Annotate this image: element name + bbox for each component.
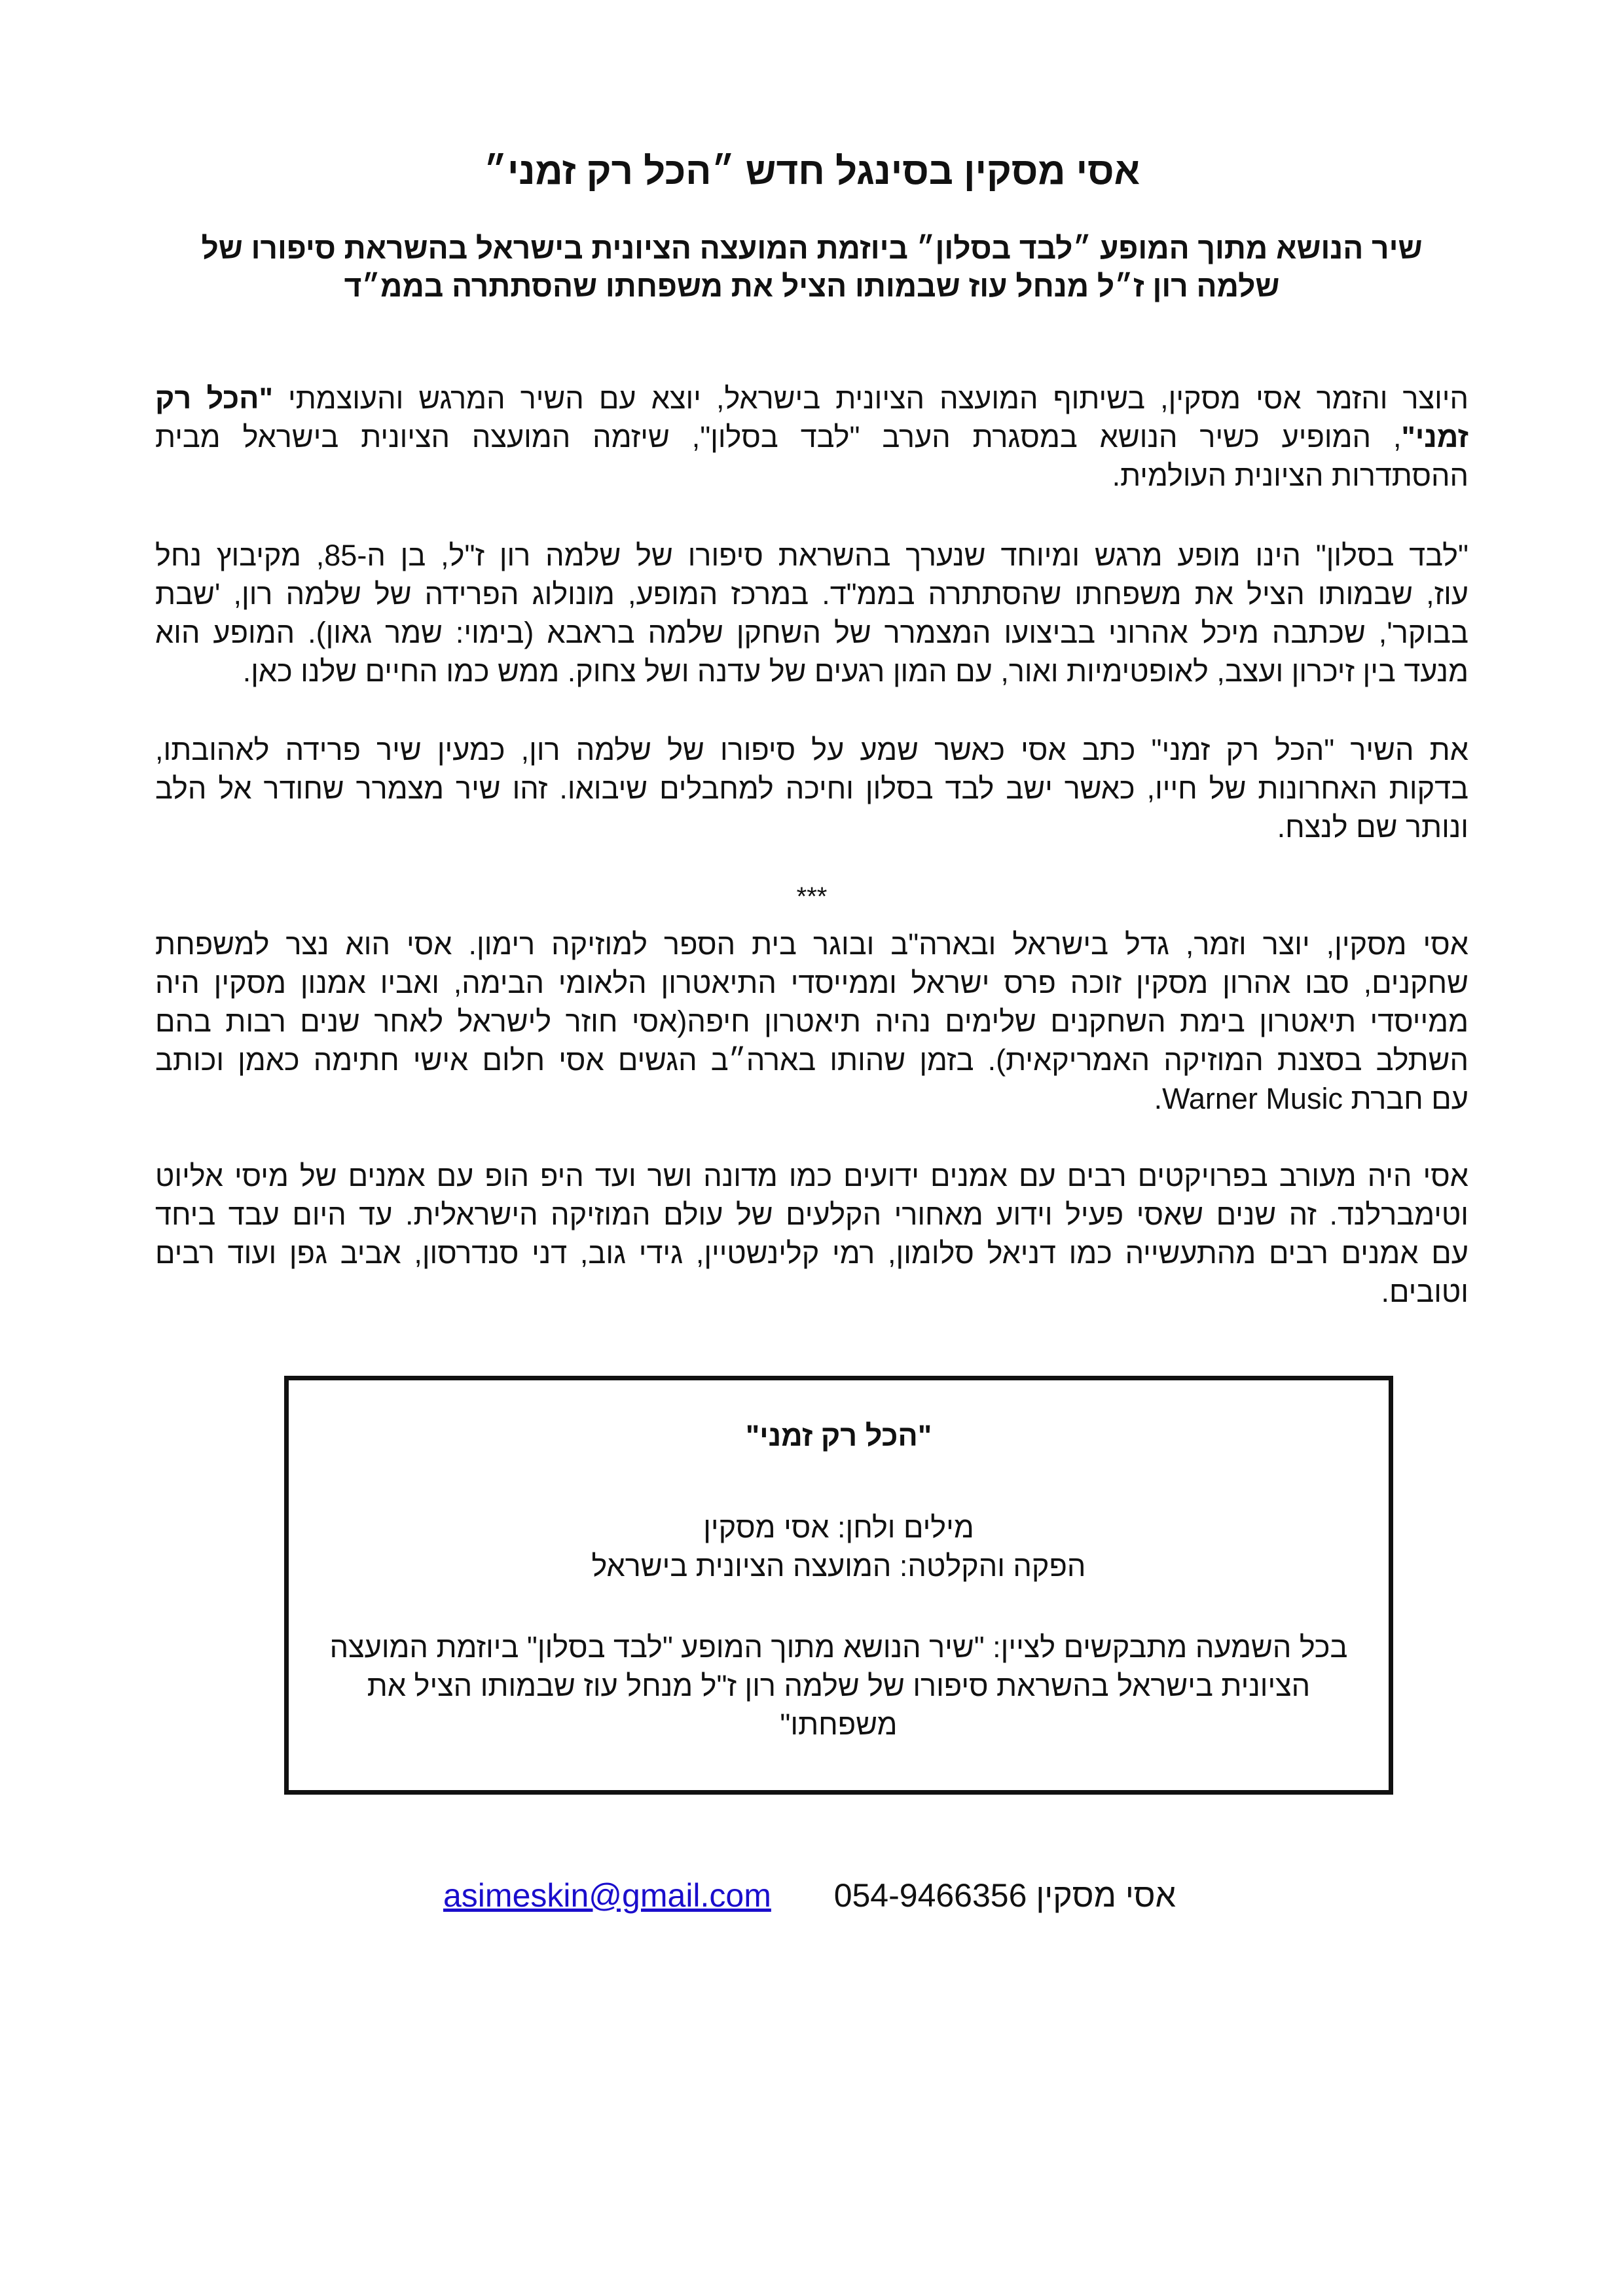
broadcast-note: [289, 1628, 1389, 1744]
subtitle-line: שלמה רון ז״ל מנחל עוז שבמותו הציל את משפחתו שהסתתרה בממ״ד: [344, 269, 1280, 303]
text-line: את השיר "הכל רק זמני" כתב אסי כאשר שמע על סיפורו של שלמה רון, כמעין שיר פרידה לאהובתו,: [155, 733, 1468, 766]
note-line: משפחתו": [780, 1708, 898, 1741]
text-line: עוז, שבמותו הציל את משפחתו שהסתתרה בממ"ד. במרכז המופע, מונולוג הפרידה של שלמה רון, 'שבת: [155, 577, 1468, 611]
text-line: אסי מסקין, יוצר וזמר, גדל בישראל ובארה"ב ובוגר בית הספר למוזיקה רימון. אסי הוא נצר למשפחת: [155, 927, 1468, 961]
text-line: עם אמנים רבים מהתעשייה כמו דניאל סלומון, רמי קלינשטיין, גידי גוב, דני סנדרסון, אביב גפן ועוד רבים: [155, 1236, 1468, 1270]
email-link[interactable]: asimeskin@gmail.com: [443, 1877, 771, 1914]
song-name-bold: "הכל רק: [155, 382, 273, 415]
text-line: בדקות האחרונות של חייו, כאשר ישב לבד בסלון וחיכה למחבלים שיבואו. זהו שיר מצמרר שחודר אל הלב: [155, 772, 1468, 805]
contact-footer: [155, 1873, 1468, 1918]
page-title: אסי מסקין בסינגל חדש ״הכל רק זמני״: [483, 150, 1140, 192]
text-line: "לבד בסלון" הינו מופע מרגש ומיוחד שנערך בהשראת סיפורו של שלמה רון ז"ל, בן ה-85, מקיבוץ נחל: [155, 539, 1468, 572]
song-name-bold: זמני": [1401, 420, 1468, 454]
bio-paragraph: [155, 925, 1468, 1118]
contact-name-phone: אסי מסקין 054-9466356: [833, 1877, 1176, 1914]
text-line: [155, 418, 1468, 456]
credits-list: [289, 1508, 1389, 1585]
text-line: בבוקר', שכתבה מיכל אהרוני בביצועו המצמרר של השחקן שלמה בראבא (בימוי: שמר גאון). המופע הוא: [155, 616, 1468, 649]
text-line: וטובים.: [1381, 1275, 1468, 1308]
credit-line: הפקה והקלטה: המועצה הציונית בישראל: [591, 1549, 1086, 1583]
text-line: ההסתדרות הציונית העולמית.: [1112, 459, 1468, 492]
intro-paragraph: [155, 379, 1468, 495]
subtitle-line: שיר הנושא מתוך המופע ״לבד בסלון״ ביוזמת המועצה הציונית בישראל בהשראת סיפורו של: [201, 231, 1423, 265]
text-line: שחקנים, סבו אהרון מסקין זוכה פרס ישראל וממייסדי התיאטרון הלאומי הבימה, ואביו אמנון מסקין היה: [155, 966, 1468, 999]
note-line: בכל השמעה מתבקשים לציין: "שיר הנושא מתוך המופע "לבד בסלון" ביוזמת המועצה: [329, 1630, 1348, 1664]
song-paragraph: [155, 730, 1468, 846]
credit-line: מילים ולחן: אסי מסקין: [703, 1511, 974, 1544]
page-subtitle: [155, 229, 1468, 305]
text-line: וטימברלנד. זה שנים שאסי פעיל וידוע מאחורי הקלעים של עולם המוזיקה הישראלית. עד היום עבד ביחד: [155, 1198, 1468, 1231]
note-line: הציונית בישראל בהשראת סיפורו של שלמה רון ז"ל מנחל עוז שבמותו הציל את: [367, 1669, 1311, 1702]
text-line: השתלב בסצנת המוזיקה האמריקאית). בזמן שהותו בארה״ב הגשים אסי חלום אישי חתימה כאמן וכותב: [155, 1043, 1468, 1077]
text-line: ממייסדי תיאטרון בימת השחקנים שלימים נהיה תיאטרון חיפה(אסי חוזר לישראל לאחר שנים רבות בהם: [155, 1005, 1468, 1038]
text-line: [155, 379, 1468, 418]
text-fragment: היוצר והזמר אסי מסקין, בשיתוף המועצה הציונית בישראל, יוצא עם השיר המרגש והעוצמתי: [272, 382, 1468, 415]
text-line: מנעד בין זיכרון ועצב, לאופטימיות ואור, עם המון רגעים של עדנה ושל צחוק. ממש כמו החיים שלנו כאן.: [242, 655, 1468, 688]
section-separator: ***: [796, 882, 828, 911]
song-credits-box: [284, 1376, 1393, 1795]
text-fragment: , המופיע כשיר הנושא במסגרת הערב "לבד בסלון", שיזמה המועצה הציונית בישראל מבית: [155, 420, 1402, 454]
credits-box-title: "הכל רק זמני": [745, 1419, 932, 1452]
text-line: אסי היה מעורב בפרויקטים רבים עם אמנים ידועים כמו מדונה ושר ועד היפ הופ עם אמנים של מיסי אליוט: [155, 1159, 1468, 1193]
career-paragraph: [155, 1157, 1468, 1311]
show-paragraph: [155, 536, 1468, 691]
text-line: ונותר שם לנצח.: [1277, 810, 1468, 844]
text-line: עם חברת Warner Music.: [1154, 1082, 1468, 1115]
